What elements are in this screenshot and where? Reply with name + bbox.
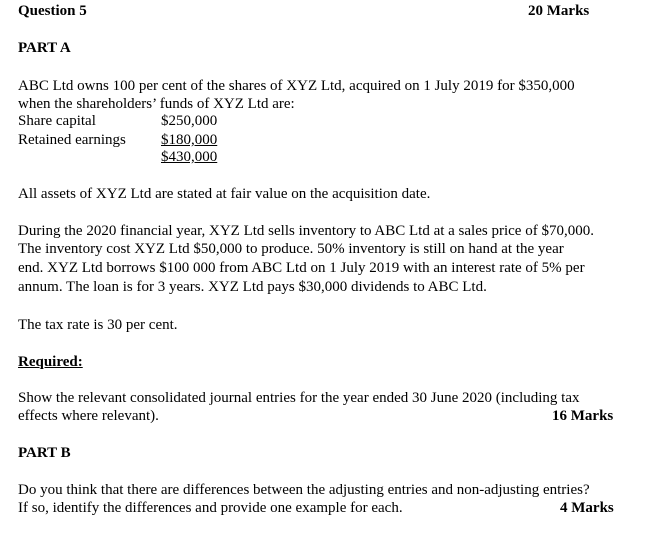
- funds-value-retained-earnings: $180,000: [161, 132, 218, 148]
- question-title: Question 5: [18, 3, 87, 19]
- tax-note: The tax rate is 30 per cent.: [18, 317, 178, 333]
- intro-line-2: when the shareholders’ funds of XYZ Ltd are:: [18, 96, 295, 112]
- funds-label-retained-earnings: Retained earnings: [18, 132, 126, 148]
- part-b-line-2: If so, identify the differences and provide one example for each.: [18, 500, 403, 516]
- part-a-title: PART A: [18, 40, 71, 56]
- scenario-line-3: end. XYZ Ltd borrows $100 000 from ABC Ltd on 1 July 2019 with an interest rate of 5% per: [18, 260, 585, 276]
- part-b-title: PART B: [18, 445, 71, 461]
- required-heading: Required:: [18, 354, 83, 370]
- part-b-marks: 4 Marks: [560, 500, 614, 516]
- funds-label-share-capital: Share capital: [18, 113, 96, 129]
- funds-total: $430,000: [161, 149, 218, 165]
- scenario-line-1: During the 2020 financial year, XYZ Ltd sells inventory to ABC Ltd at a sales price of $70,000.: [18, 223, 594, 239]
- scenario-line-4: annum. The loan is for 3 years. XYZ Ltd pays $30,000 dividends to ABC Ltd.: [18, 279, 487, 295]
- funds-value-share-capital: $250,000: [161, 113, 218, 129]
- required-marks: 16 Marks: [552, 408, 614, 424]
- scenario-line-2: The inventory cost XYZ Ltd $50,000 to produce. 50% inventory is still on hand at the year: [18, 241, 564, 257]
- required-line-2: effects where relevant).: [18, 408, 159, 424]
- intro-line-1: ABC Ltd owns 100 per cent of the shares of XYZ Ltd, acquired on 1 July 2019 for $350,000: [18, 78, 575, 94]
- total-marks: 20 Marks: [528, 3, 590, 19]
- part-b-line-1: Do you think that there are differences between the adjusting entries and non-adjusting entries?: [18, 482, 590, 498]
- required-line-1: Show the relevant consolidated journal entries for the year ended 30 June 2020 (including tax: [18, 390, 580, 406]
- fair-value-note: All assets of XYZ Ltd are stated at fair value on the acquisition date.: [18, 186, 431, 202]
